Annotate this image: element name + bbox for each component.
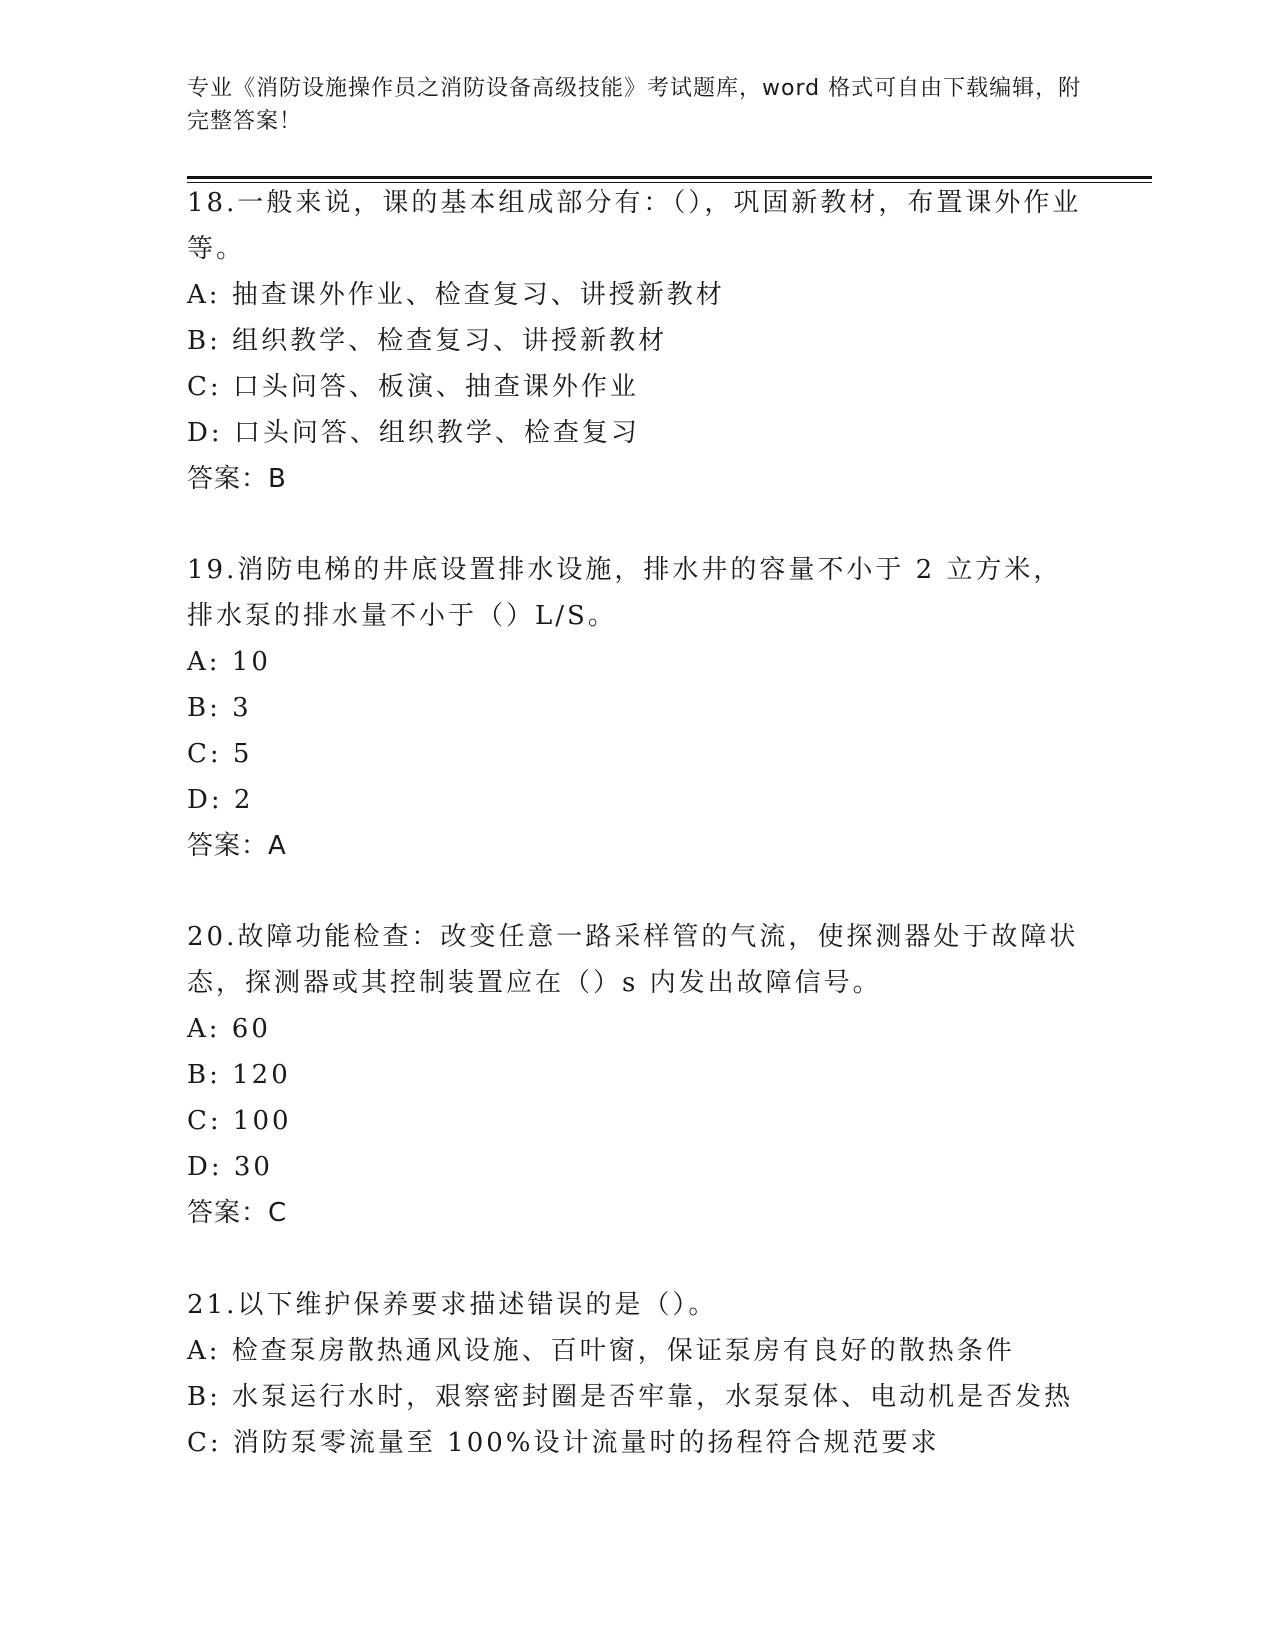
question-stem: 18.一般来说，课的基本组成部分有：（），巩固新教材，布置课外作业等。 <box>187 188 1082 264</box>
question-18 <box>187 180 1087 502</box>
option-c: C: 100 <box>187 1106 292 1136</box>
option-a: A: 60 <box>187 1014 271 1044</box>
option-a: A: 抽查课外作业、检查复习、讲授新教材 <box>187 280 725 310</box>
option-d: D: 30 <box>187 1152 273 1182</box>
option-b: B: 水泵运行水时，艰察密封圈是否牢靠，水泵泵体、电动机是否发热 <box>187 1382 1074 1412</box>
option-c: C: 5 <box>187 739 253 769</box>
option-d: D: 2 <box>187 785 254 815</box>
option-b: B: 3 <box>187 693 252 723</box>
option-b: B: 组织教学、检查复习、讲授新教材 <box>187 326 668 356</box>
answer: 答案：A <box>187 831 287 861</box>
option-c: C: 口头问答、板演、抽查课外作业 <box>187 372 639 402</box>
question-21 <box>187 1282 1087 1466</box>
question-19 <box>187 547 1087 869</box>
answer: 答案：C <box>187 1198 288 1228</box>
question-stem: 21.以下维护保养要求描述错误的是（）。 <box>187 1290 718 1320</box>
question-stem: 19.消防电梯的井底设置排水设施，排水井的容量不小于 2 立方米，排水泵的排水量不小于（）L/S。 <box>187 555 1063 631</box>
option-a: A: 10 <box>187 647 271 677</box>
question-20 <box>187 914 1087 1236</box>
option-a: A: 检查泵房散热通风设施、百叶窗，保证泵房有良好的散热条件 <box>187 1336 1015 1366</box>
document-header: 专业《消防设施操作员之消防设备高级技能》考试题库，word 格式可自由下载编辑，附完整答案！ <box>187 76 1082 134</box>
option-c: C: 消防泵零流量至 100%设计流量时的扬程符合规范要求 <box>187 1428 940 1458</box>
question-stem: 20.故障功能检查：改变任意一路采样管的气流，使探测器处于故障状态，探测器或其控制装置应在（）s 内发出故障信号。 <box>187 922 1079 998</box>
answer: 答案：B <box>187 464 287 494</box>
header-rule-thick <box>187 176 1152 179</box>
option-d: D: 口头问答、组织教学、检查复习 <box>187 418 640 448</box>
option-b: B: 120 <box>187 1060 291 1090</box>
